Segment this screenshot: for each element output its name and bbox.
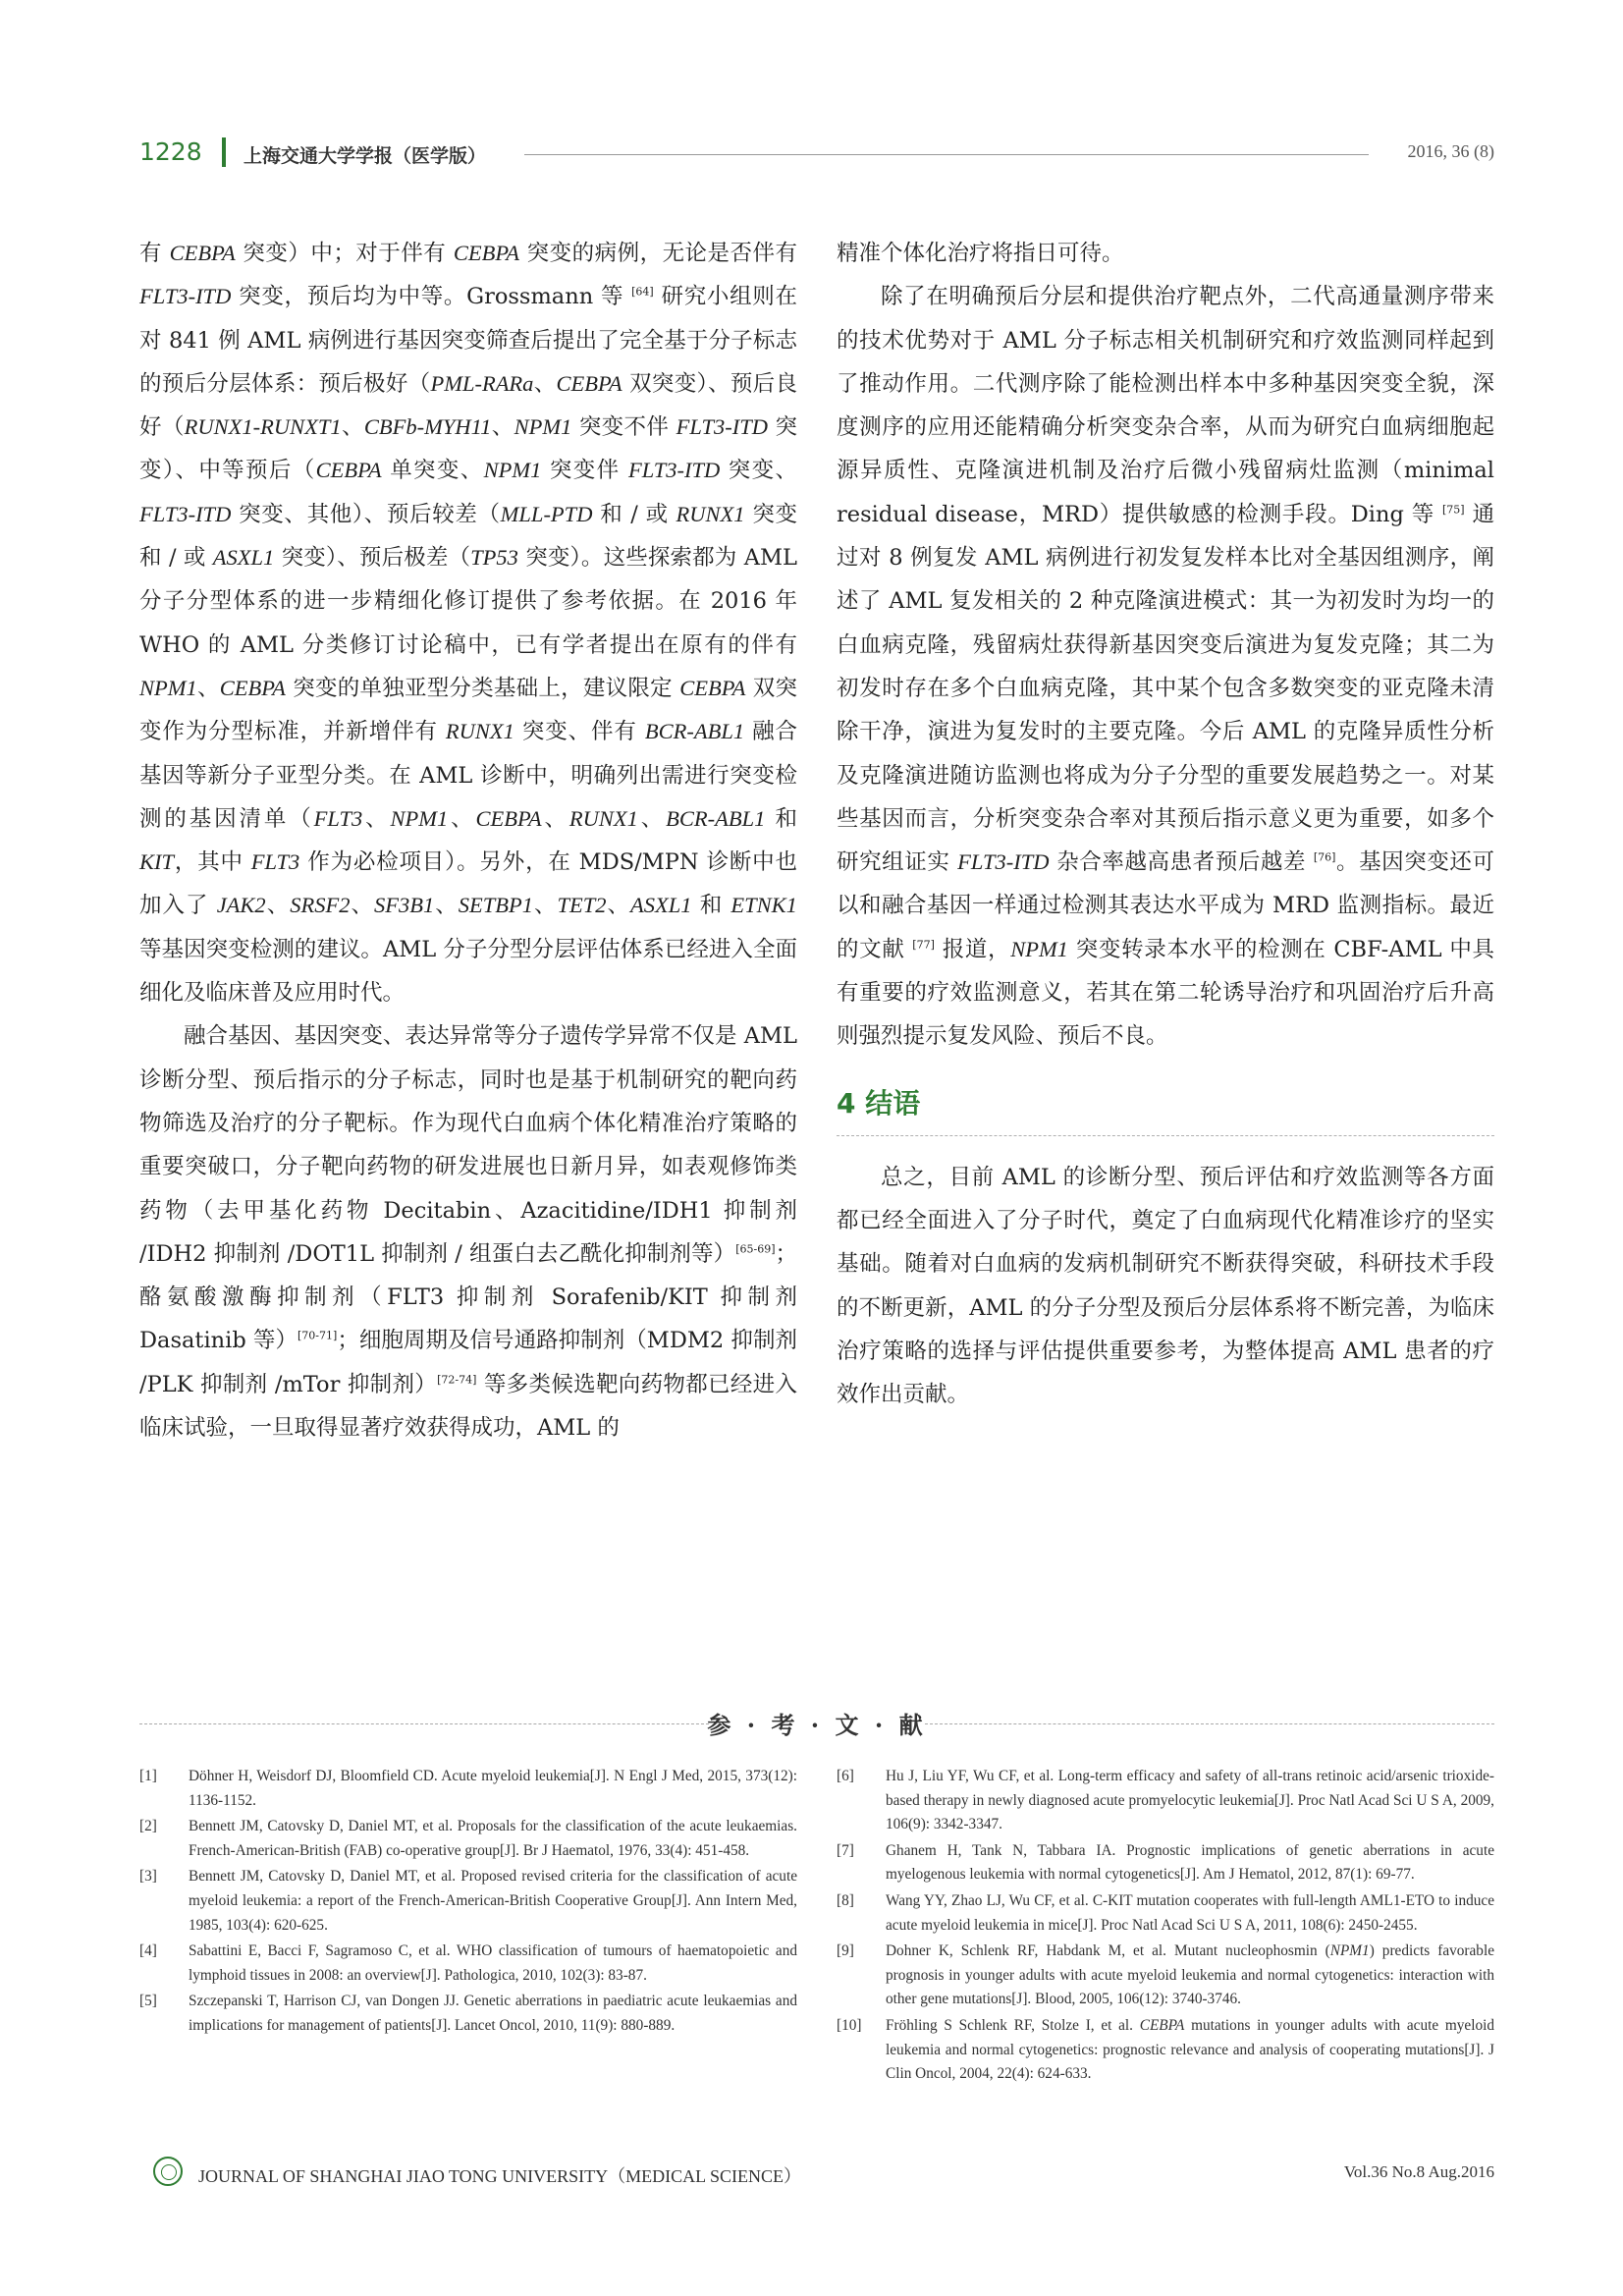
gene-name: CEBPA [556,370,622,396]
right-paragraph-1: 精准个体化治疗将指日可待。 [837,241,1124,266]
left-paragraph-2: 融合基因、基因突变、表达异常等分子遗传学异常不仅是 AML 诊断分型、预后指示的分子标志，同时也是基于机制研究的靶向药物筛选及治疗的分子靶标。作为现代白血病个体化精准治疗策略的重要突破口，分子靶向药物的研发进展也日新月异，如表观修饰类药物（去甲基化药物 Decitabin、Azacitidine/IDH1 抑制剂 /IDH2 抑制剂 /DOT1L 抑制剂 / 组蛋白去乙酰化抑制剂等）[65-69]；酪氨酸激酶抑制剂（FLT3 抑制剂 Sorafenib/KIT 抑制剂 Dasatinib 等）[70-71]；细胞周期及信号通路抑制剂（MDM2 抑制剂 /PLK 抑制剂 /mTor 抑制剂）[72-74] 等多类候选靶向药物都已经进入临床试验，一旦取得显著疗效获得成功，AML 的 [139,1023,798,1442]
citation-mark: [65-69] [735,1242,776,1256]
right-column [837,232,1494,1416]
gene-name: NPM1 [1010,936,1068,961]
gene-name: ASXL1 [212,545,275,571]
gene-name: CEBPA [315,458,382,483]
gene-name: RUNX1 [445,719,514,744]
reference-number: [6] [837,1768,854,1784]
reference-item: [2] Bennett JM, Catovsky D, Daniel MT, et al. Proposals for the classification of the acute leukaemias. French-American-British (FAB) co-operative group[J]. Br J Haematol, 1976, 33(4): 451-458. [139,1815,797,1863]
reference-item: [3] Bennett JM, Catovsky D, Daniel MT, et al. Proposed revised criteria for the classification of acute myeloid leukemia: a report of the French-American-British Cooperative Group[J]. Ann Intern Med, 1985, 103(4): 620-625. [139,1865,797,1938]
page-footer [139,2157,1494,2190]
gene-name: BCR-ABL1 [644,719,745,744]
reference-list-right [837,1765,1494,2089]
gene-name: FLT3-ITD [676,414,768,440]
right-paragraph-2: 除了在明确预后分层和提供治疗靶点外，二代高通量测序带来的技术优势对于 AML 分子标志相关机制研究和疗效监测同样起到了推动作用。二代测序除了能检测出样本中多种基因突变全貌，深度测序的应用还能精确分析突变杂合率，从而为研究白血病细胞起源异质性、克隆演进机制及治疗后微小残留病灶监测（minimal residual disease，MRD）提供敏感的检测手段。Ding 等 [75] 通过对 8 例复发 AML 病例进行初发复发样本比对全基因组测序，阐述了 AML 复发相关的 2 种克隆演进模式：其一为初发时为均一的白血病克隆，残留病灶获得新基因突变后演进为复发克隆；其二为初发时存在多个白血病克隆，其中某个包含多数突变的亚克隆未清除干净，演进为复发时的主要克隆。今后 AML 的克隆异质性分析及克隆演进随访监测也将成为分子分型的重要发展趋势之一。对某些基因而言，分析突变杂合率对其预后指示意义更为重要，如多个研究组证实 FLT3-ITD 杂合率越高患者预后越差 [76]。基因突变还可以和融合基因一样通过检测其表达水平成为 MRD 监测指标。最近的文献 [77] 报道，NPM1 突变转录本水平的检测在 CBF-AML 中具有重要的疗效监测意义，若其在第二轮诱导治疗和巩固治疗后升高则强烈提示复发风险、预后不良。 [837,284,1494,1050]
references-title-text: 参 · 考 · 文 · 献 [707,1711,927,1739]
gene-name: TET2 [557,893,607,918]
reference-number: [9] [837,1942,854,1960]
gene-name: ASXL1 [630,893,692,918]
gene-name: CEBPA [219,675,286,700]
gene-name: FLT3 [250,849,300,875]
reference-number: [10] [837,2016,862,2034]
gene-name: SETBP1 [458,893,533,918]
gene-name: KIT [139,849,175,875]
section-heading-conclusion: 4 结语 [837,1082,1494,1136]
gene-name: CEBPA [1139,2016,1185,2034]
gene-name: NPM1 [514,414,572,440]
citation-mark: [72-74] [437,1373,477,1387]
gene-name: BCR-ABL1 [666,805,766,831]
reference-number: [7] [837,1841,854,1859]
gene-name: JAK2 [216,893,266,918]
gene-name: SF3B1 [373,893,435,918]
conclusion-paragraph: 总之，目前 AML 的诊断分型、预后评估和疗效监测等各方面都已经全面进入了分子时代，奠定了白血病现代化精准诊疗的坚实基础。随着对白血病的发病机制研究不断获得突破，科研技术手段的不断更新，AML 的分子分型及预后分层体系将不断完善，为临床治疗策略的选择与评估提供重要参考，为整体提高 AML 患者的疗效作出贡献。 [837,1164,1494,1408]
gene-name: NPM1 [1329,1942,1370,1960]
header-divider-bar [222,137,226,167]
page-number: 1228 [139,137,202,166]
reference-item: [10] Fröhling S Schlenk RF, Stolze I, et al. CEBPA mutations in younger adults with acute myeloid leukemia and normal cytogenetics: prognostic relevance and analysis of cooperating mutations[J]. J Clin Oncol, 2004, 22(4): 624-633. [837,2014,1494,2087]
reference-list-left [139,1765,797,2041]
reference-number: [3] [139,1868,157,1886]
reference-number: [2] [139,1818,157,1835]
page-header [139,134,1494,173]
gene-name: NPM1 [139,675,197,700]
reference-item: [7] Ghanem H, Tank N, Tabbara IA. Prognostic implications of genetic aberrations in acute myelogenous leukemia with normal cytogenetics[J]. Am J Hematol, 2012, 87(1): 69-77. [837,1839,1494,1887]
gene-name: NPM1 [483,458,542,483]
gene-name: MLL-PTD [500,501,593,526]
reference-item: [5] Szczepanski T, Harrison CJ, van Dongen JJ. Genetic aberrations in paediatric acute leukaemias and implications for management of patients[J]. Lancet Oncol, 2010, 11(9): 880-889. [139,1990,797,2038]
gene-name: FLT3-ITD [957,849,1050,875]
citation-mark: [77] [912,938,935,952]
gene-name: FLT3-ITD [627,458,721,483]
gene-name: RUNX1-RUNXT1 [184,414,342,440]
volume-issue: 2016, 36 (8) [1407,141,1494,161]
reference-item: [6] Hu J, Liu YF, Wu CF, et al. Long-term efficacy and safety of all-trans retinoic acid/arsenic trioxide-based therapy in newly diagnosed acute promyelocytic leukemia[J]. Proc Natl Acad Sci U S A, 2009, 106(9): 3342-3347. [837,1765,1494,1837]
header-rule [524,154,1369,155]
citation-mark: [75] [1441,503,1465,517]
references-title [139,1704,1494,1743]
reference-item: [9] Dohner K, Schlenk RF, Habdank M, et al. Mutant nucleophosmin (NPM1) predicts favorable prognosis in younger adults with acute myeloid leukemia and normal cytogenetics: interaction with other gene mutations[J]. Blood, 2005, 106(12): 3740-3746. [837,1940,1494,2012]
gene-name: SRSF2 [290,893,351,918]
gene-name: RUNX1 [676,501,745,526]
citation-mark: [64] [631,285,654,299]
reference-item: [8] Wang YY, Zhao LJ, Wu CF, et al. C-KIT mutation cooperates with full-length AML1-ETO to induce acute myeloid leukemia in mice[J]. Proc Natl Acad Sci U S A, 2011, 108(6): 2450-2455. [837,1889,1494,1938]
footer-volume: Vol.36 No.8 Aug.2016 [1343,2162,1494,2181]
citation-mark: [70-71] [298,1329,338,1342]
reference-number: [1] [139,1768,157,1784]
footer-journal-name: JOURNAL OF SHANGHAI JIAO TONG UNIVERSITY（MEDICAL SCIENCE） [198,2166,802,2186]
gene-name: PML-RARa [430,370,534,396]
left-paragraph-1: 有 CEBPA 突变）中；对于伴有 CEBPA 突变的病例，无论是否伴有 FLT3-ITD 突变，预后均为中等。Grossmann 等 [64] 研究小组则在对 841 例 AML 病例进行基因突变筛查后提出了完全基于分子标志的预后分层体系：预后极好（PML-RARa、CEBPA 双突变）、预后良好（RUNX1-RUNXT1、CBFb-MYH11、NPM1 突变不伴 FLT3-ITD 突变）、中等预后（CEBPA 单突变、NPM1 突变伴 FLT3-ITD 突变、FLT3-ITD 突变、其他）、预后较差（MLL-PTD 和 / 或 RUNX1 突变和 / 或 ASXL1 突变）、预后极差（TP53 突变）。这些探索都为 AML 分子分型体系的进一步精细化修订提供了参考依据。在 2016 年 WHO 的 AML 分类修订讨论稿中，已有学者提出在原有的伴有 NPM1、CEBPA 突变的单独亚型分类基础上，建议限定 CEBPA 双突变作为分型标准，并新增伴有 RUNX1 突变、伴有 BCR-ABL1 融合基因等新分子亚型分类。在 AML 诊断中，明确列出需进行突变检测的基因清单（FLT3、NPM1、CEBPA、RUNX1、BCR-ABL1 和 KIT，其中 FLT3 作为必检项目）。另外，在 MDS/MPN 诊断中也加入了 JAK2、SRSF2、SF3B1、SETBP1、TET2、ASXL1 和 ETNK1 等基因突变检测的建议。AML 分子分型分层评估体系已经进入全面细化及临床普及应用时代。 [139,241,798,1007]
gene-name: FLT3-ITD [139,284,232,309]
gene-name: CEBPA [475,805,542,831]
reference-item: [4] Sabattini E, Bacci F, Sagramoso C, et al. WHO classification of tumours of haematopoietic and lymphoid tissues in 2008: an overview[J]. Pathologica, 2010, 102(3): 83-87. [139,1940,797,1988]
gene-name: TP53 [470,545,518,571]
left-column [139,232,797,1449]
citation-mark: [76] [1313,850,1336,864]
university-logo-icon [153,2157,183,2186]
gene-name: CEBPA [169,241,236,265]
gene-name: CEBPA [679,675,746,700]
reference-item: [1] Döhner H, Weisdorf DJ, Bloomfield CD. Acute myeloid leukemia[J]. N Engl J Med, 2015, 373(12): 1136-1152. [139,1765,797,1813]
gene-name: FLT3-ITD [139,501,232,526]
reference-number: [8] [837,1891,854,1909]
gene-name: ETNK1 [730,893,797,918]
journal-title: 上海交通大学学报（医学版） [243,145,487,167]
reference-number: [5] [139,1993,157,2010]
gene-name: FLT3 [313,805,363,831]
gene-name: CBFb-MYH11 [363,414,492,440]
reference-number: [4] [139,1942,157,1960]
gene-name: RUNX1 [568,805,638,831]
gene-name: NPM1 [390,805,449,831]
gene-name: CEBPA [453,241,519,265]
